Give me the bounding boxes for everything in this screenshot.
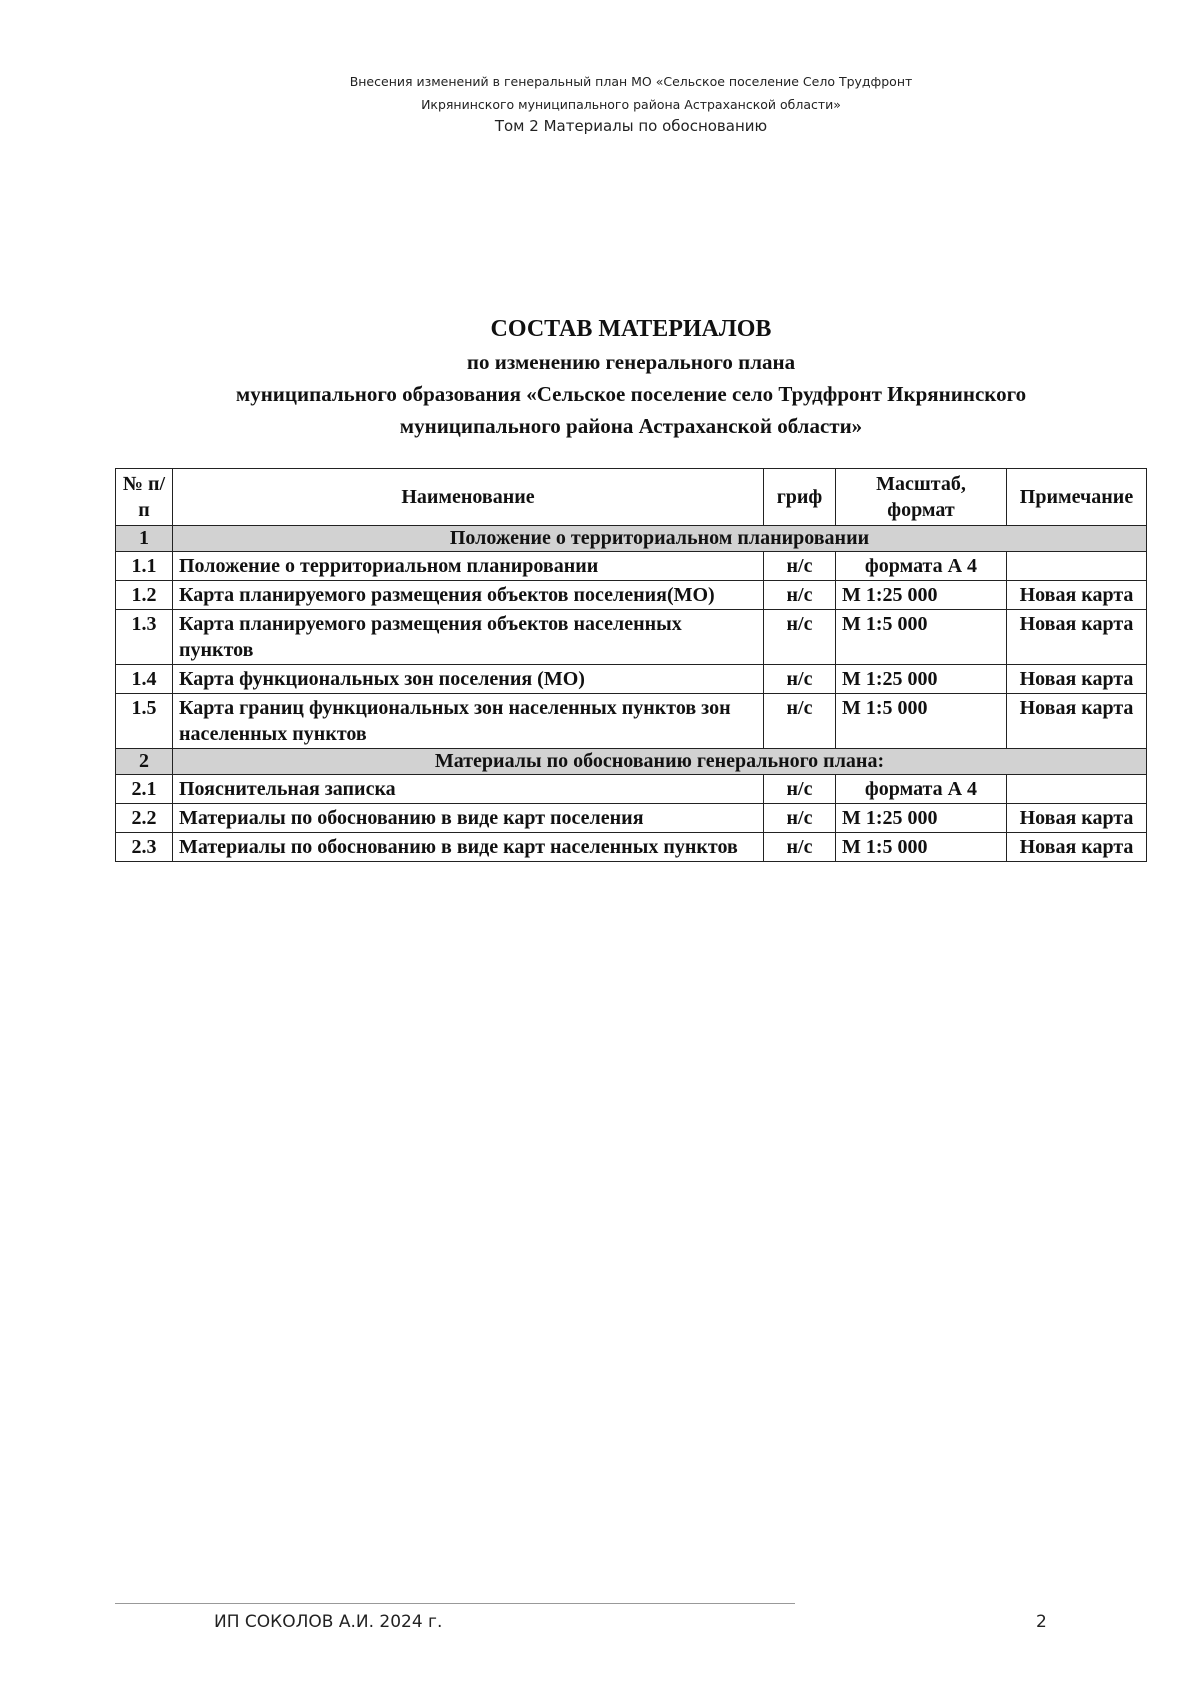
- row-grif: н/с: [764, 552, 836, 581]
- row-grif: н/с: [764, 775, 836, 804]
- row-scale: М 1:5 000: [836, 833, 1007, 862]
- row-note: [1007, 552, 1147, 581]
- running-header: [0, 70, 1200, 136]
- footer-author: ИП СОКОЛОВ А.И. 2024 г.: [214, 1612, 443, 1632]
- row-num: 1.2: [116, 581, 173, 610]
- row-note: [1007, 775, 1147, 804]
- row-scale: М 1:5 000: [836, 610, 1007, 665]
- title-main: СОСТАВ МАТЕРИАЛОВ: [490, 316, 772, 342]
- document-title: [0, 312, 1200, 442]
- row-name: Материалы по обоснованию в виде карт поселения: [173, 804, 764, 833]
- table-row: [116, 804, 1147, 833]
- row-name: Карта планируемого размещения объектов поселения(МО): [173, 581, 764, 610]
- row-grif: н/с: [764, 804, 836, 833]
- header-num: № п/п: [116, 469, 173, 526]
- row-num: 2.2: [116, 804, 173, 833]
- row-name: Карта границ функциональных зон населенных пунктов зон населенных пунктов: [173, 694, 764, 749]
- table-row: [116, 610, 1147, 665]
- section-title: Положение о территориальном планировании: [173, 526, 1147, 552]
- table-row: [116, 581, 1147, 610]
- row-scale: формата А 4: [836, 775, 1007, 804]
- section-num: 1: [116, 526, 173, 552]
- row-num: 2.1: [116, 775, 173, 804]
- row-grif: н/с: [764, 694, 836, 749]
- row-scale: М 1:5 000: [836, 694, 1007, 749]
- section-num: 2: [116, 749, 173, 775]
- table-row: [116, 552, 1147, 581]
- table-row: [116, 833, 1147, 862]
- row-num: 1.4: [116, 665, 173, 694]
- materials-table: [115, 468, 1147, 862]
- page-number: 2: [1036, 1612, 1047, 1632]
- row-scale: М 1:25 000: [836, 804, 1007, 833]
- header-name: Наименование: [173, 469, 764, 526]
- row-num: 1.3: [116, 610, 173, 665]
- section-row-1: [116, 526, 1147, 552]
- section-row-2: [116, 749, 1147, 775]
- row-num: 1.1: [116, 552, 173, 581]
- row-name: Положение о территориальном планировании: [173, 552, 764, 581]
- running-header-line-1: Внесения изменений в генеральный план МО «Сельское поселение Село Трудфронт: [349, 74, 913, 89]
- footer-divider: [115, 1603, 795, 1604]
- running-header-line-2: Икрянинского муниципального района Астраханской области»: [421, 97, 841, 112]
- row-num: 1.5: [116, 694, 173, 749]
- row-scale: формата А 4: [836, 552, 1007, 581]
- row-grif: н/с: [764, 610, 836, 665]
- row-name: Карта функциональных зон поселения (МО): [173, 665, 764, 694]
- section-title: Материалы по обоснованию генерального плана:: [173, 749, 1147, 775]
- running-header-volume: Том 2 Материалы по обоснованию: [494, 117, 768, 135]
- header-scale: Масштаб, формат: [836, 469, 1007, 526]
- table-row: [116, 694, 1147, 749]
- title-line-2: по изменению генерального плана: [466, 350, 796, 374]
- row-note: Новая карта: [1007, 665, 1147, 694]
- table-header-row: [116, 469, 1147, 526]
- row-scale: М 1:25 000: [836, 581, 1007, 610]
- row-name: Карта планируемого размещения объектов населенных пунктов: [173, 610, 764, 665]
- row-grif: н/с: [764, 581, 836, 610]
- row-note: Новая карта: [1007, 804, 1147, 833]
- row-grif: н/с: [764, 665, 836, 694]
- row-grif: н/с: [764, 833, 836, 862]
- header-grif: гриф: [764, 469, 836, 526]
- title-line-3: муниципального образования «Сельское поселение село Трудфронт Икрянинского: [235, 382, 1027, 406]
- table-row: [116, 665, 1147, 694]
- row-num: 2.3: [116, 833, 173, 862]
- table-row: [116, 775, 1147, 804]
- row-scale: М 1:25 000: [836, 665, 1007, 694]
- row-name: Материалы по обоснованию в виде карт населенных пунктов: [173, 833, 764, 862]
- row-note: Новая карта: [1007, 694, 1147, 749]
- title-line-4: муниципального района Астраханской области»: [399, 414, 863, 438]
- header-note: Примечание: [1007, 469, 1147, 526]
- row-note: Новая карта: [1007, 610, 1147, 665]
- row-note: Новая карта: [1007, 833, 1147, 862]
- row-name: Пояснительная записка: [173, 775, 764, 804]
- row-note: Новая карта: [1007, 581, 1147, 610]
